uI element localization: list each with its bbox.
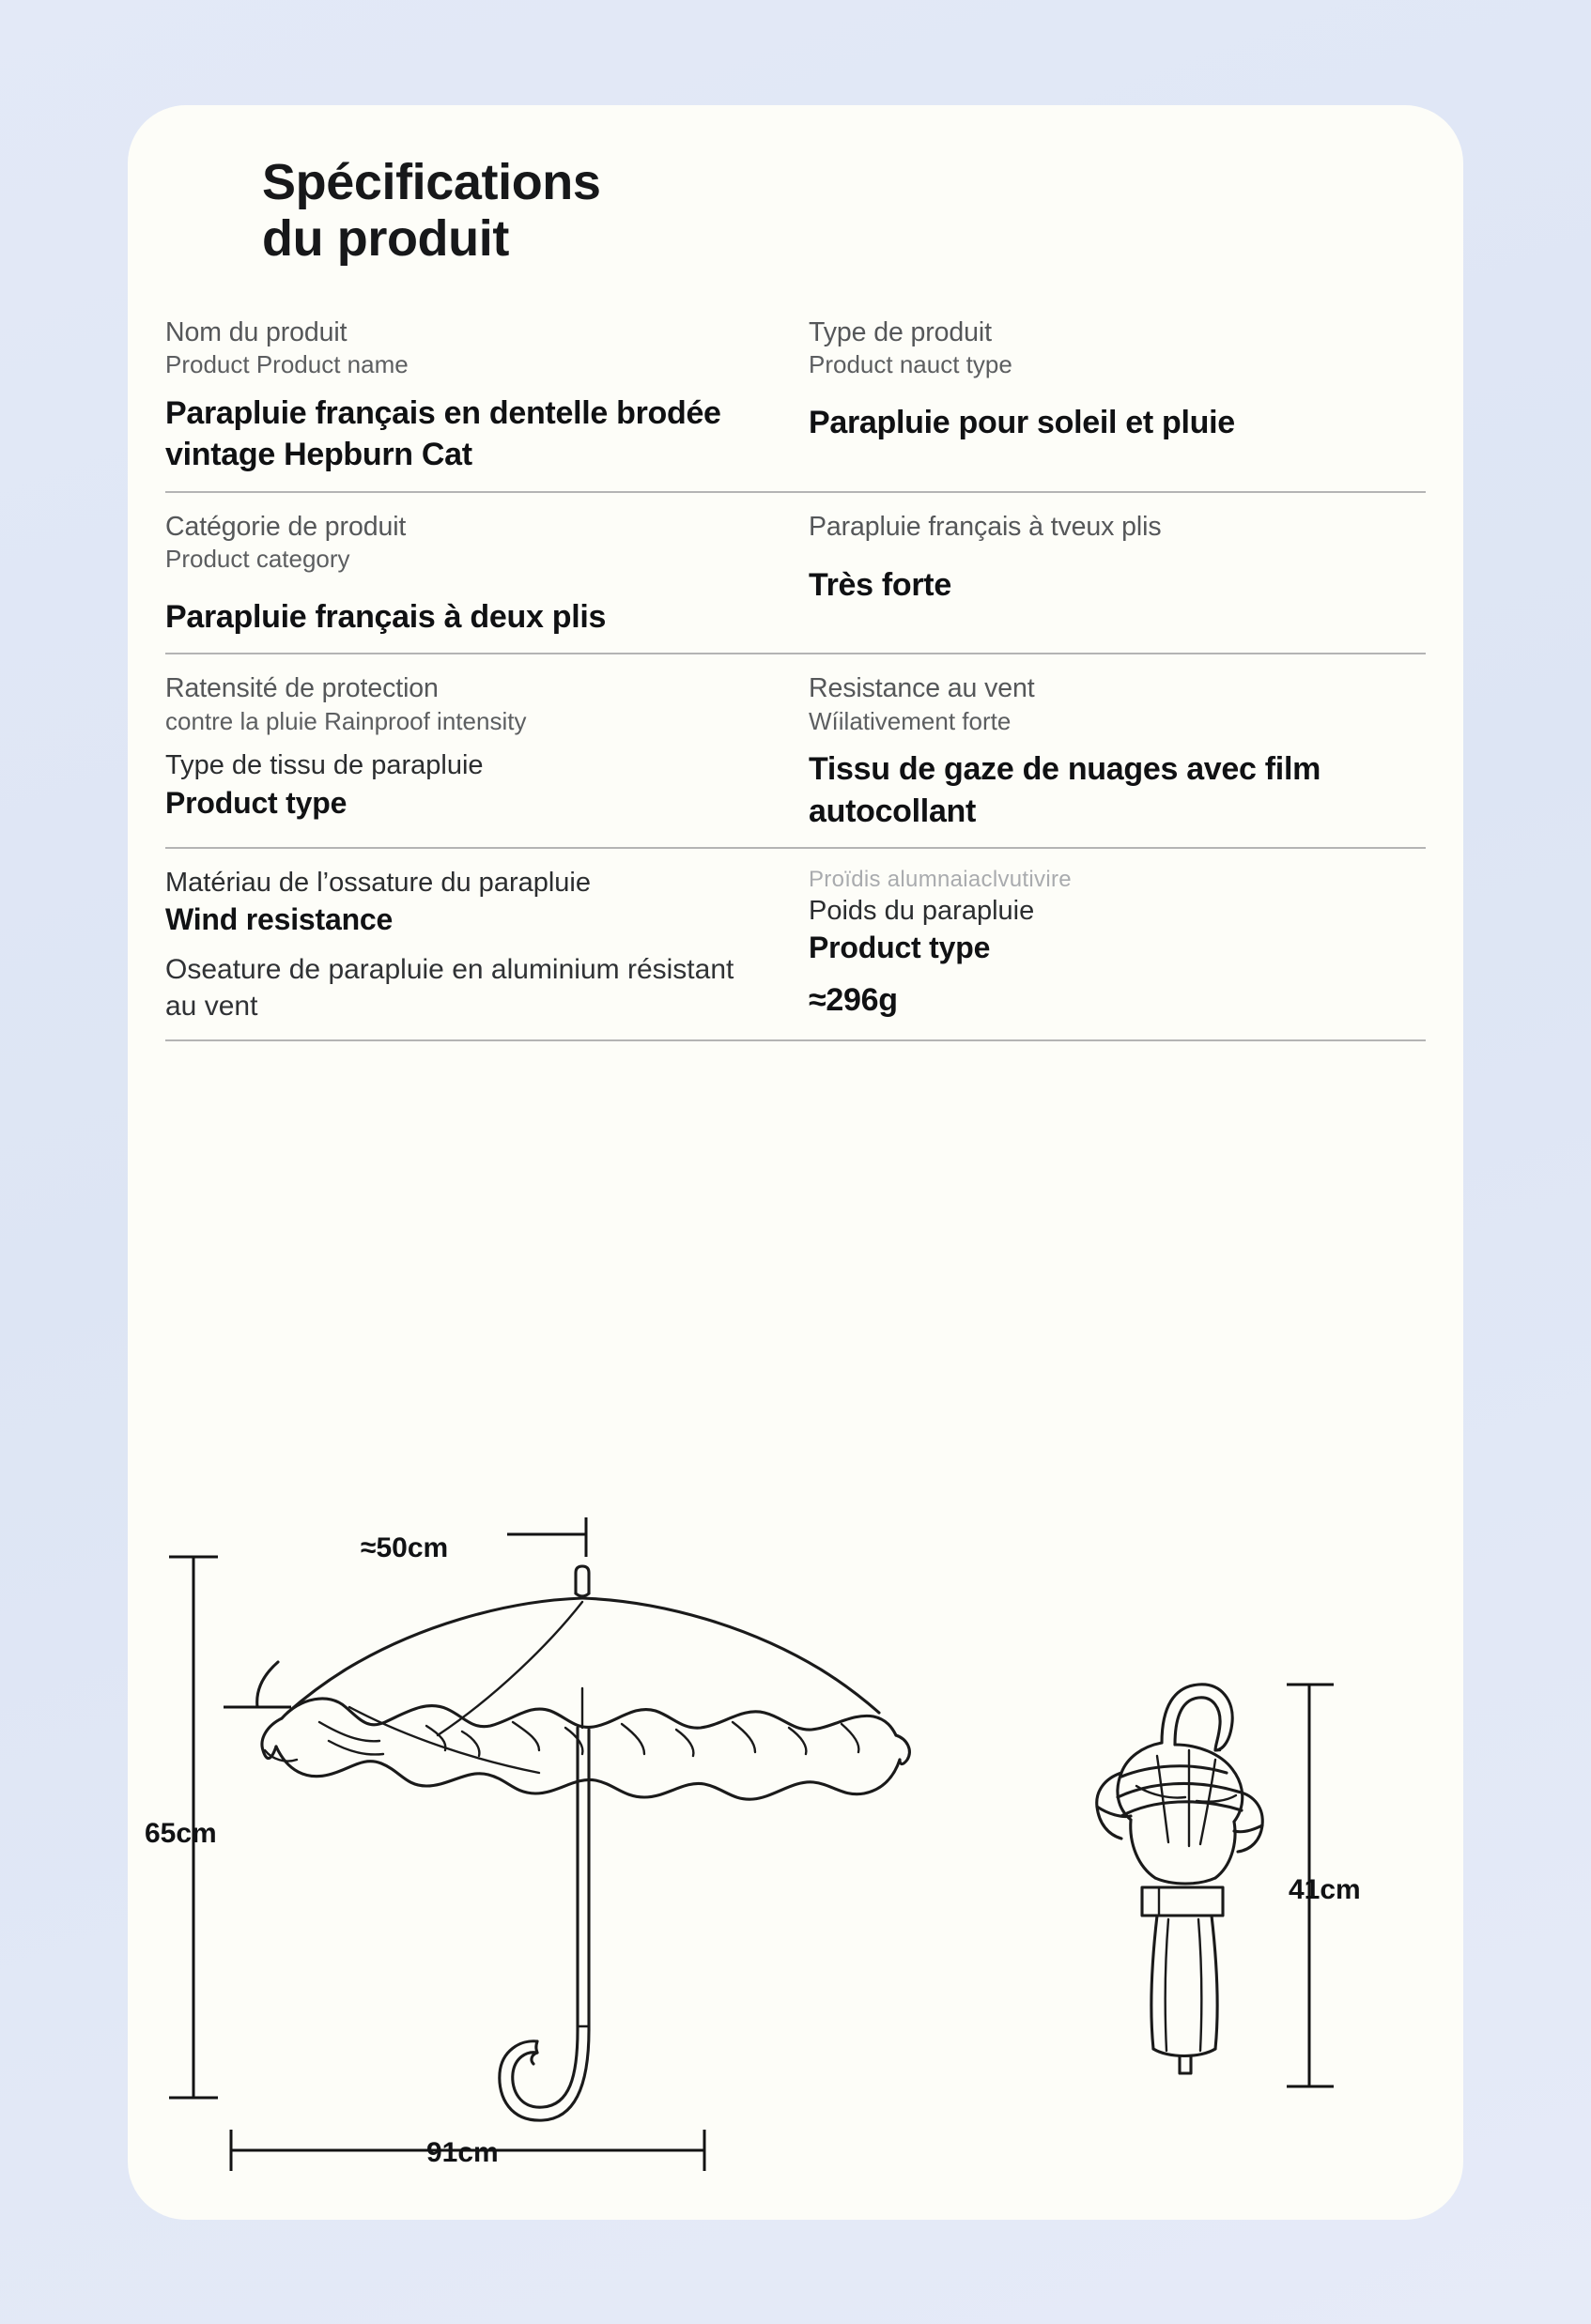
spec-label-fr: Catégorie de produit [165, 511, 407, 542]
spec-cell-product-type [796, 302, 1426, 476]
open-umbrella-illustration [262, 1566, 909, 2120]
spec-label-en: Wíilativement forte [809, 706, 1012, 735]
spec-label-en: Product Product name [165, 350, 409, 379]
spec-value: Parapluie français en dentelle brodée vintage Hepburn Cat [165, 395, 721, 473]
product-spec-card [128, 105, 1463, 2220]
spec-cell-rainproof-intensity [165, 658, 796, 832]
page-title-line-1: Spécifications [262, 154, 601, 210]
table-row [165, 658, 1426, 849]
spec-value: Parapluie français à deux plis [165, 598, 607, 635]
dimension-folded-length [1287, 1685, 1361, 2086]
spec-label-fr: Parapluie français à tveux plis [809, 511, 1162, 542]
spec-cell-fold-type [796, 497, 1426, 638]
dimension-height [145, 1557, 218, 2098]
folded-umbrella-illustration [1097, 1685, 1263, 2073]
spec-label-fr: Resistance au vent [809, 673, 1035, 704]
spec-cell-frame-material [165, 853, 796, 1024]
spec-sub-label: Type de tissu de parapluie [165, 750, 484, 781]
spec-value: Product type [809, 931, 991, 965]
spec-label-fr: Nom du produit [165, 317, 348, 347]
spec-label-fr: Matériau de l’ossature du parapluie [165, 867, 591, 898]
spec-label-fr: Poids du parapluie [809, 895, 1035, 926]
spec-cell-product-name [165, 302, 796, 476]
page-title-line-2: du produit [262, 210, 509, 268]
spec-ghost-label: Proïdis alumnaiaclvutivire [809, 866, 1072, 892]
spec-label-en: Product category [165, 545, 350, 574]
spec-cell-weight [796, 853, 1426, 1024]
spec-cell-wind-resistance [796, 658, 1426, 832]
table-row [165, 302, 1426, 493]
dimension-canopy-depth [361, 1517, 586, 1563]
spec-label-fr: Ratensité de protection [165, 673, 439, 704]
spec-value: Parapluie pour soleil et pluie [809, 405, 1235, 441]
spec-detail: Oseature de parapluie en aluminium résistant au vent [165, 954, 734, 1023]
dimension-label-span: 91cm [426, 2137, 499, 2168]
spec-value: Wind resistance [165, 902, 394, 937]
spec-label-fr: Type de produit [809, 317, 992, 347]
spec-value: Très forte [809, 567, 951, 604]
spec-label-en: Product nauct type [809, 350, 1012, 379]
page-title [262, 154, 919, 268]
ruffle-pointer [224, 1662, 291, 1707]
spec-value: Product type [165, 786, 348, 821]
dimension-diagram [145, 1504, 1446, 2199]
table-row [165, 853, 1426, 1041]
table-row [165, 497, 1426, 654]
dimension-span [231, 2130, 704, 2171]
dimension-label-canopy-depth: ≈50cm [361, 1532, 449, 1563]
spec-value: Tissu de gaze de nuages avec film autocollant [809, 751, 1321, 829]
spec-label-en: contre la pluie Rainproof intensity [165, 706, 527, 735]
dimension-label-folded-length: 41cm [1289, 1874, 1361, 1905]
spec-weight-detail: ≈296g [809, 982, 898, 1019]
spec-cell-product-category [165, 497, 796, 638]
specifications-table [165, 302, 1426, 1045]
dimension-label-height: 65cm [145, 1818, 217, 1849]
